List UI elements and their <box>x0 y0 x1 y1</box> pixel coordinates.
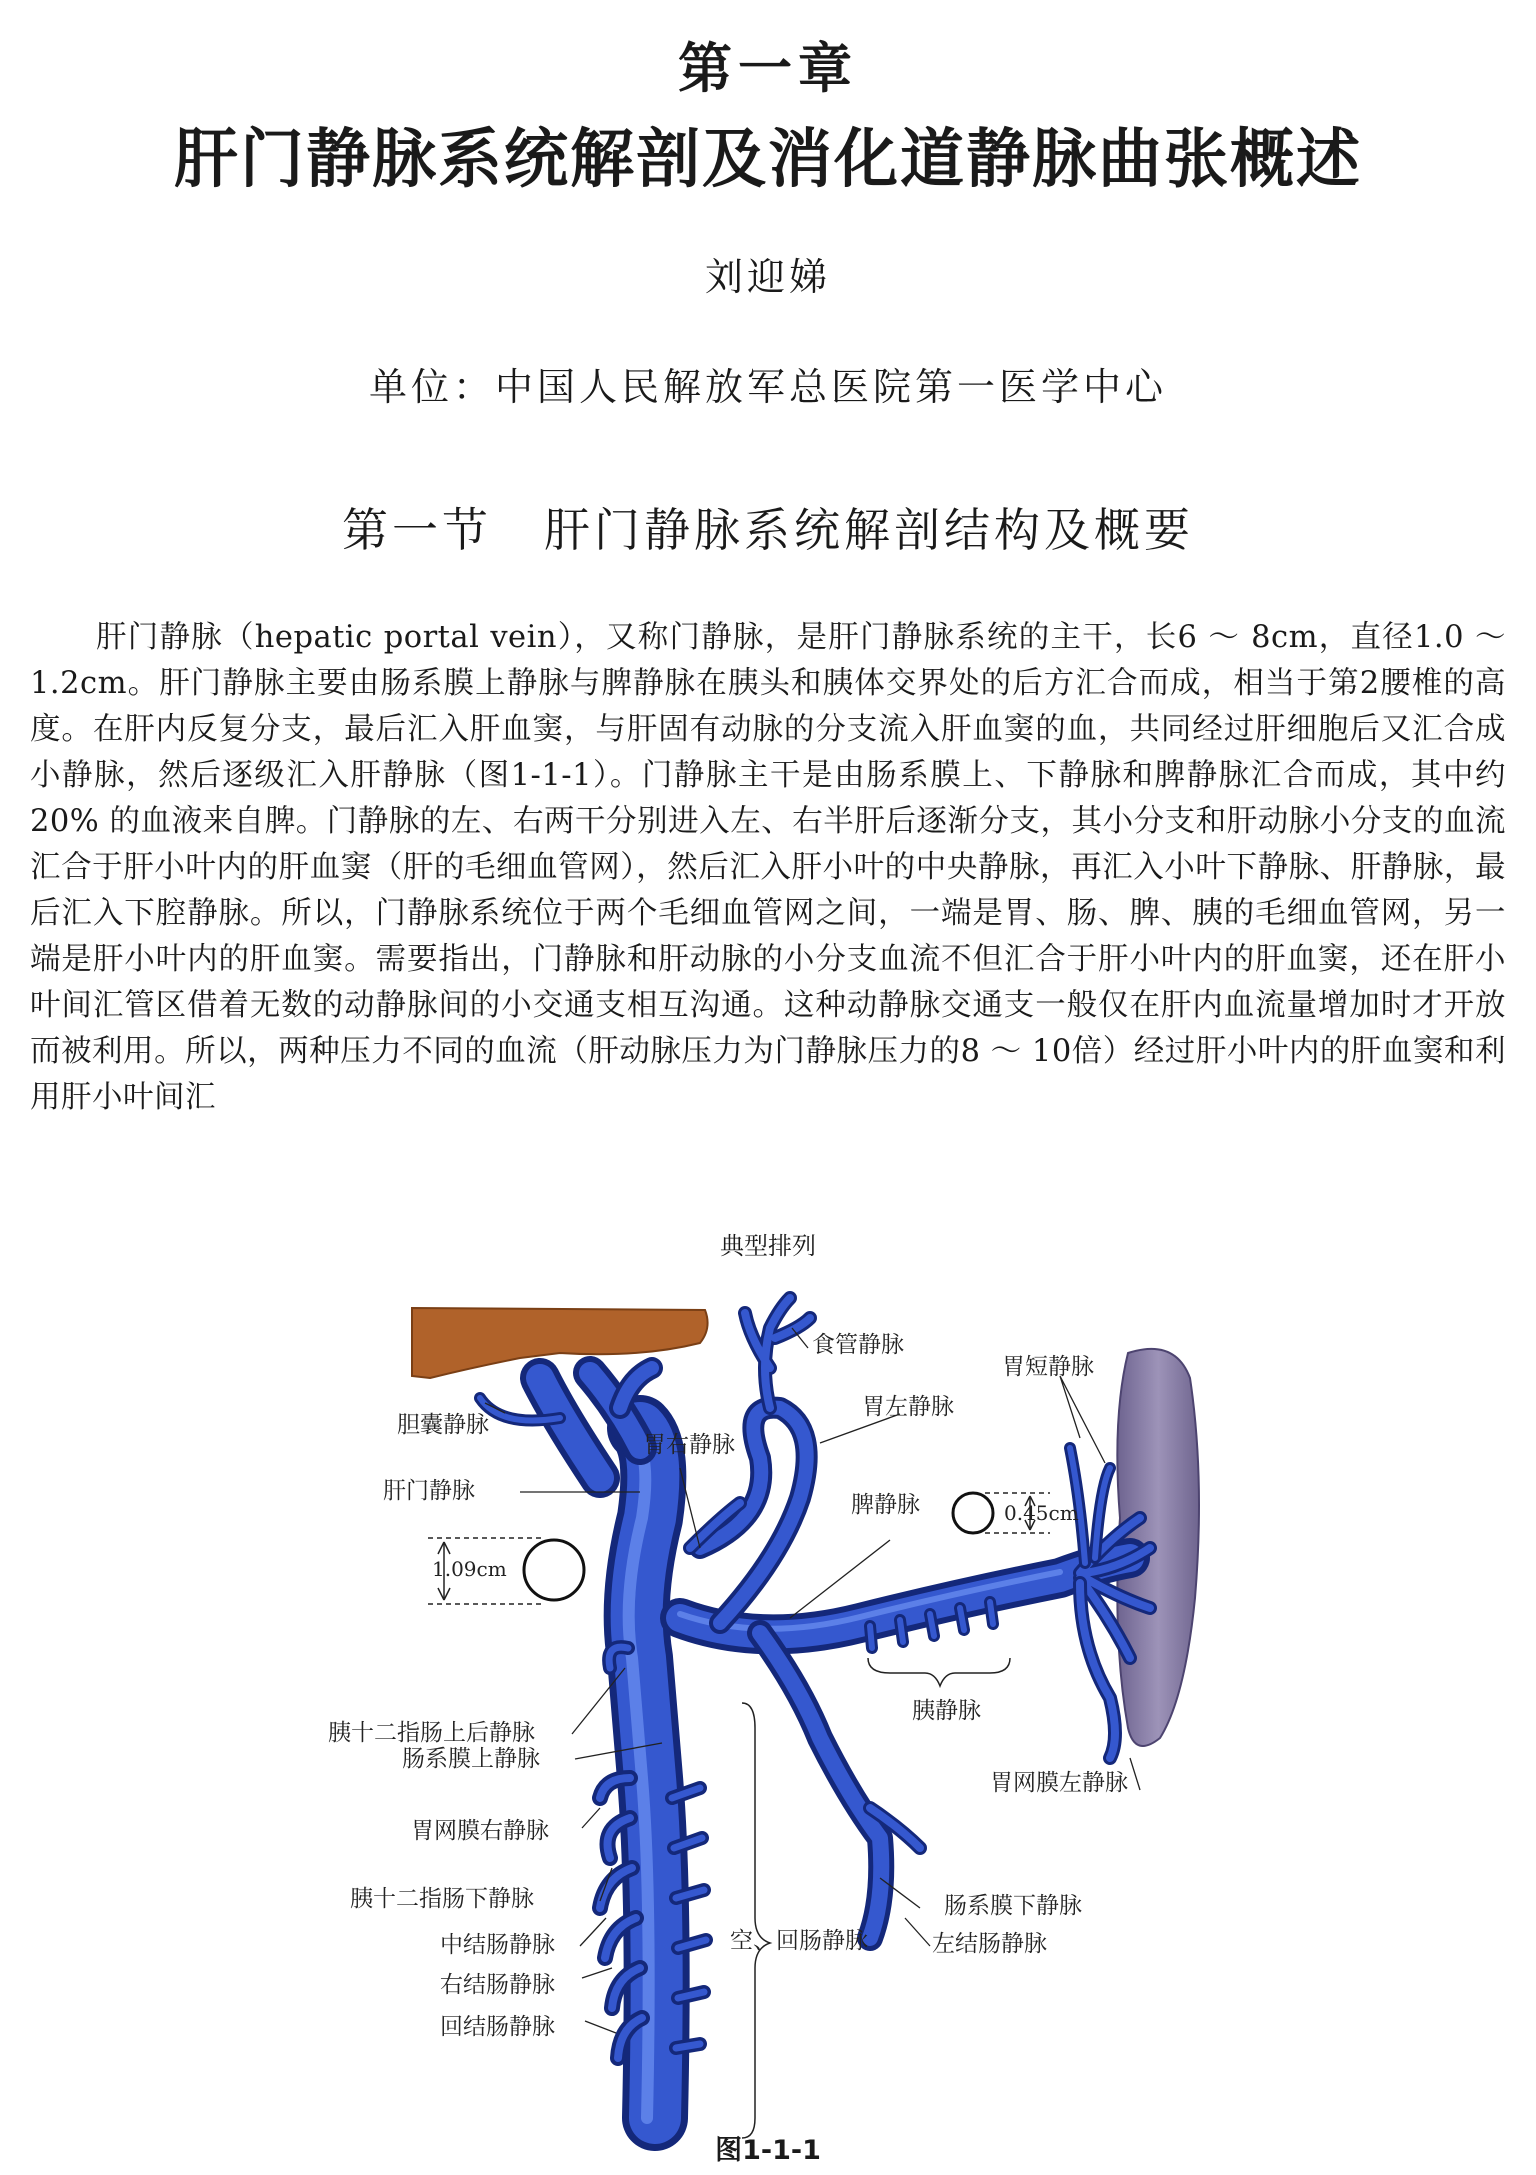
liver-shape <box>412 1308 708 1378</box>
label-jejunal-ileal-vein: 空、回肠静脉 <box>730 1928 868 1954</box>
label-left-gastric-vein: 胃左静脉 <box>862 1394 954 1420</box>
label-right-colic-vein: 右结肠静脉 <box>440 1972 555 1998</box>
label-middle-colic-vein: 中结肠静脉 <box>440 1932 555 1958</box>
label-left-gastroepiploic-vein: 胃网膜左静脉 <box>990 1770 1128 1796</box>
label-inf-pd-vein: 胰十二指肠下静脉 <box>350 1886 534 1912</box>
label-ileocolic-vein: 回结肠静脉 <box>440 2014 555 2040</box>
label-post-sup-pd-vein: 胰十二指肠上后静脉 <box>328 1720 535 1746</box>
label-portal-vein: 肝门静脉 <box>383 1478 475 1504</box>
portal-diameter-circle <box>524 1540 584 1600</box>
chapter-number: 第一章 <box>678 37 858 100</box>
figure-caption: 图1-1-1 <box>715 2135 821 2166</box>
body-paragraph: 肝门静脉（hepatic portal vein），又称门静脉，是肝门静脉系统的主干，长6 ～ 8cm，直径1.0 ～ 1.2cm。肝门静脉主要由肠系膜上静脉与脾静脉在胰头和胰体交界处的后方汇合而成，相当于第2腰椎的高度。在肝内反复分支，最后汇入肝血窦，与肝固有动脉的分支流入肝血窦的血，共同经过肝细胞后又汇合成小静脉，然后逐级汇入肝静脉（图1-1-1）。门静脉主干是由肠系膜上、下静脉和脾静脉汇合而成，其中约20% 的血液来自脾。门静脉的左、右两干分别进入左、右半肝后逐渐分支，其小分支和肝动脉小分支的血流汇合于肝小叶内的肝血窦（肝的毛细血管网），然后汇入肝小叶的中央静脉，再汇入小叶下静脉、肝静脉，最后汇入下腔静脉。所以，门静脉系统位于两个毛细血管网之间，一端是胃、肠、脾、胰的毛细血管网，另一端是肝小叶内的肝血窦。需要指出，门静脉和肝动脉的小分支血流不但汇合于肝小叶内的肝血窦，还在肝小叶间汇管区借着无数的动静脉间的小交通支相互沟通。这种动静脉交通支一般仅在肝内血流量增加时才开放而被利用。所以，两种压力不同的血流（肝动脉压力为门静脉压力的8 ～ 10倍）经过肝小叶内的肝血窦和利用肝小叶间汇 <box>30 620 1506 1115</box>
figure-top-caption: 典型排列 <box>720 1232 816 1260</box>
label-esophageal-vein: 食管静脉 <box>812 1332 904 1358</box>
label-right-gastroepiploic-vein: 胃网膜右静脉 <box>411 1818 549 1844</box>
section-heading <box>0 494 1536 560</box>
label-smv: 肠系膜上静脉 <box>402 1746 540 1772</box>
chapter-title: 肝门静脉系统解剖及消化道静脉曲张概述 <box>174 123 1362 197</box>
label-portal-diameter: 1.09cm <box>432 1557 507 1581</box>
splenic-diameter-circle <box>953 1493 993 1533</box>
section-number: 第一节 <box>342 503 492 557</box>
label-splenic-diameter: 0.45cm <box>1004 1501 1079 1525</box>
label-left-colic-vein: 左结肠静脉 <box>932 1931 1047 1957</box>
portal-vein-diagram <box>0 1218 1536 2175</box>
section-title: 肝门静脉系统解剖结构及概要 <box>544 503 1194 557</box>
label-imv: 肠系膜下静脉 <box>944 1893 1082 1919</box>
label-right-gastric-vein: 胃右静脉 <box>643 1432 735 1458</box>
label-pancreatic-vein: 胰静脉 <box>912 1698 981 1724</box>
author: 刘迎娣 <box>704 255 831 299</box>
label-splenic-vein: 脾静脉 <box>851 1492 920 1518</box>
inferior-mesenteric-vein <box>760 1633 881 1938</box>
label-gallbladder-vein: 胆囊静脉 <box>397 1412 489 1438</box>
affiliation: 单位：中国人民解放军总医院第一医学中心 <box>368 365 1167 409</box>
label-short-gastric-vein: 胃短静脉 <box>1002 1354 1094 1380</box>
